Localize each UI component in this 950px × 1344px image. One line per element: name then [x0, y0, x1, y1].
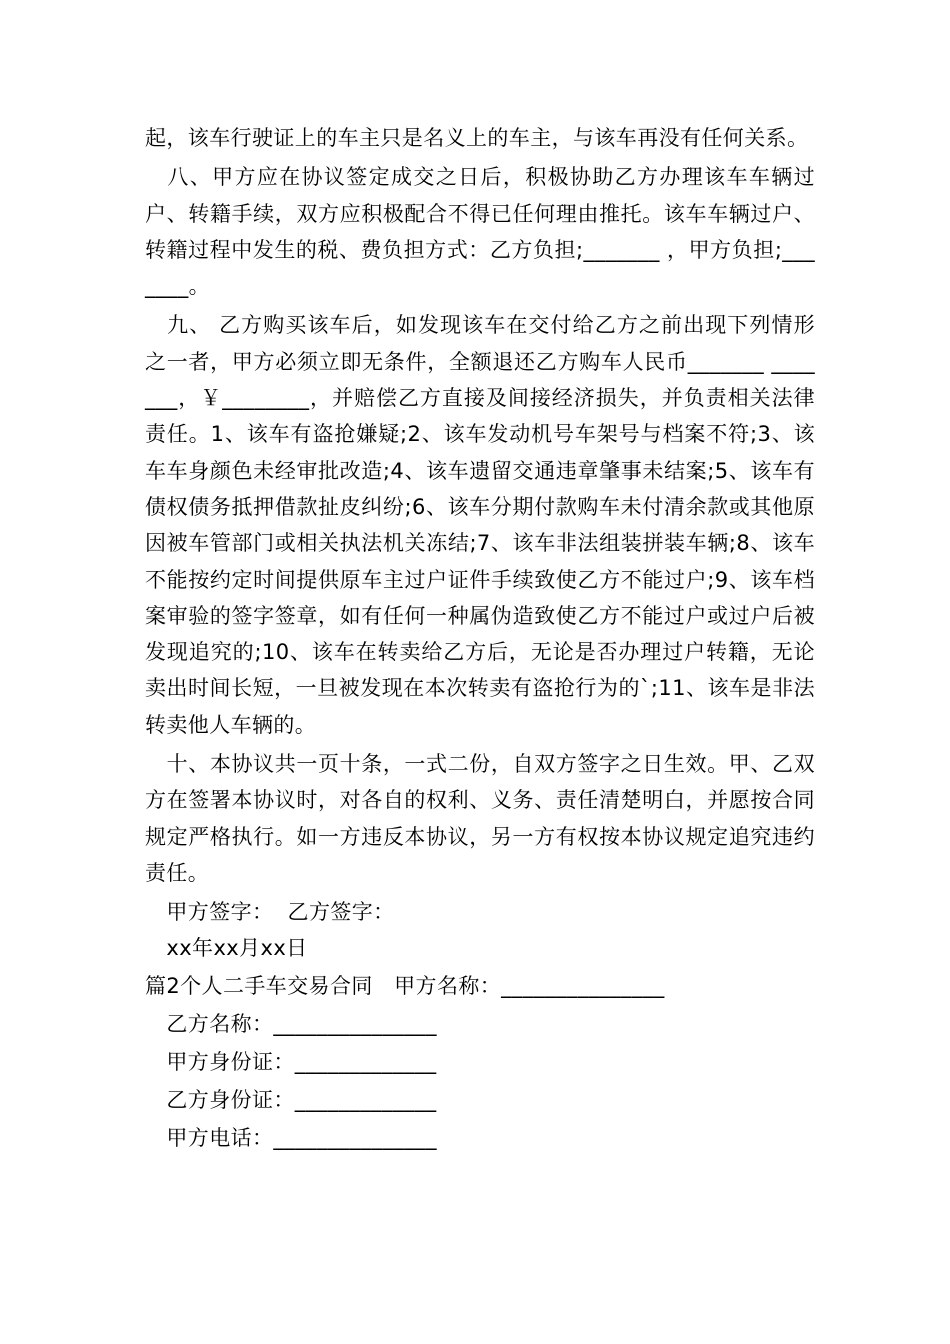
paragraph-continuation: 起，该车行驶证上的车主只是名义上的车主，与该车再没有任何关系。	[145, 126, 809, 150]
document-page	[145, 120, 815, 1158]
paragraph-clause-9: 九、 乙方购买该车后，如发现该车在交付给乙方之前出现下列情形之一者，甲方必须立即无条件，全额退还乙方购车人民币_______ _______，￥________，并赔偿乙方直接及间接经济损失，并负责相关法律责任。1、该车有盗抢嫌疑;2、该车发动机号车架号与档案不符;3、该车车身颜色未经审批改造;4、该车遗留交通违章肇事未结案;5、该车有债权债务抵押借款扯皮纠纷;6、该车分期付款购车未付清余款或其他原因被车管部门或相关执法机关冻结;7、该车非法组装拼装车辆;8、该车不能按约定时间提供原车主过户证件手续致使乙方不能过户;9、该车档案审验的签字签章，如有任何一种属伪造致使乙方不能过户或过户后被发现追究的;10、该车在转卖给乙方后，无论是否办理过户转籍，无论卖出时间长短，一旦被发现在本次转卖有盗抢行为的`;11、该车是非法转卖他人车辆的。	[145, 313, 815, 737]
field-party-a-phone: 甲方电话：_______________	[145, 1126, 437, 1151]
field-party-b-id: 乙方身份证：_____________	[145, 1088, 437, 1113]
date-line: xx年xx月xx日	[145, 936, 308, 961]
section-heading: 篇2个人二手车交易合同 甲方名称：_______________	[145, 974, 665, 999]
signature-line: 甲方签字： 乙方签字：	[145, 900, 395, 925]
field-party-b-name: 乙方名称：_______________	[145, 1012, 437, 1037]
field-party-a-id: 甲方身份证：_____________	[145, 1050, 437, 1075]
paragraph-clause-8: 八、甲方应在协议签定成交之日后，积极协助乙方办理该车车辆过户、转籍手续，双方应积极配合不得已任何理由推托。该车车辆过户、转籍过程中发生的税、费负担方式：乙方负担;_______ ，甲方负担;_______。	[145, 165, 815, 299]
paragraph-clause-10: 十、本协议共一页十条，一式二份，自双方签字之日生效。甲、乙双方在签署本协议时，对各自的权利、义务、责任清楚明白，并愿按合同规定严格执行。如一方违反本协议，另一方有权按本协议规定追究违约责任。	[145, 752, 815, 885]
